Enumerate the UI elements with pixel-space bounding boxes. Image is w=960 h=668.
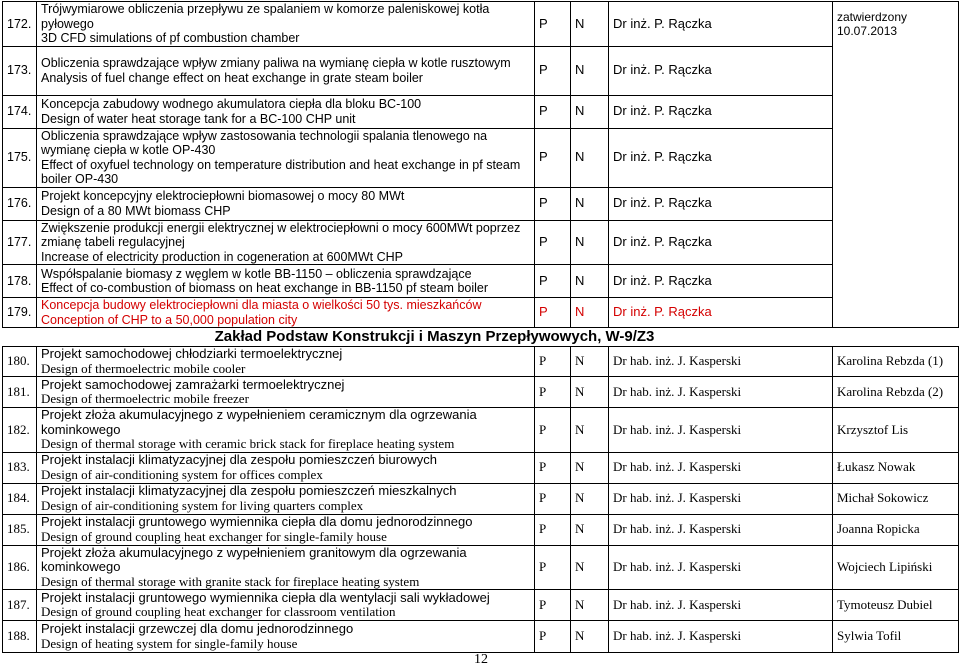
table-row xyxy=(3,514,959,545)
table-row xyxy=(3,46,959,95)
table-row xyxy=(3,545,959,590)
study-mode: N xyxy=(571,483,609,514)
approval-stamp xyxy=(833,2,959,328)
student-name: Michał Sokowicz xyxy=(833,483,959,514)
topic-title-cell xyxy=(37,298,535,328)
topic-title-polish: Projekt złoża akumulacyjnego z wypełnieniem ceramicznym dla ogrzewania kominkowego xyxy=(41,407,477,437)
supervisor-name: Dr inż. P. Rączka xyxy=(609,2,833,47)
topic-title-polish: Projekt złoża akumulacyjnego z wypełnieniem granitowym dla ogrzewania kominkowego xyxy=(41,545,467,574)
topic-title-cell xyxy=(37,545,535,590)
study-mode: N xyxy=(571,621,609,653)
topic-title-english: Design of air-conditioning system for living quarters complex xyxy=(41,497,364,513)
table-row xyxy=(3,187,959,220)
topic-number: 177. xyxy=(3,220,37,265)
topic-type: P xyxy=(535,95,571,128)
topic-title-english: Design of ground coupling heat exchanger for single-family house xyxy=(41,528,387,544)
table-row xyxy=(3,265,959,298)
topic-title-polish: Koncepcja zabudowy wodnego akumulatora ciepła dla bloku BC-100 xyxy=(41,97,422,111)
topic-number: 179. xyxy=(3,298,37,328)
table-row xyxy=(3,483,959,514)
study-mode: N xyxy=(571,408,609,453)
topic-number: 182. xyxy=(3,408,37,453)
student-name: Łukasz Nowak xyxy=(833,452,959,483)
study-mode: N xyxy=(571,514,609,545)
approval-label: zatwierdzony xyxy=(837,10,908,24)
topic-type: P xyxy=(535,545,571,590)
thesis-topics-table xyxy=(2,1,959,653)
section-header: Zakład Podstaw Konstrukcji i Maszyn Przepływowych, W-9/Z3 xyxy=(37,328,833,347)
topic-title-english: Increase of electricity production in cogeneration at 600MWt CHP xyxy=(41,249,403,264)
table-body-bottom xyxy=(3,347,959,653)
table-row xyxy=(3,298,959,328)
topic-type: P xyxy=(535,46,571,95)
study-mode: N xyxy=(571,95,609,128)
topic-title-english: Design of heating system for single-family house xyxy=(41,635,298,651)
study-mode: N xyxy=(571,265,609,298)
topic-title-english: Effect of oxyfuel technology on temperature distribution and heat exchange in pf steam boiler OP-430 xyxy=(41,157,521,186)
topic-title-english: Effect of co-combustion of biomass on heat exchange in BB-1150 pf steam boiler xyxy=(41,281,489,295)
table-row xyxy=(3,95,959,128)
topic-title-cell xyxy=(37,621,535,653)
supervisor-name: Dr hab. inż. J. Kasperski xyxy=(609,347,833,377)
supervisor-name: Dr hab. inż. J. Kasperski xyxy=(609,377,833,408)
supervisor-name: Dr hab. inż. J. Kasperski xyxy=(609,483,833,514)
student-name: Sylwia Tofil xyxy=(833,621,959,653)
topic-number: 186. xyxy=(3,545,37,590)
study-mode: N xyxy=(571,590,609,621)
topic-type: P xyxy=(535,2,571,47)
supervisor-name: Dr inż. P. Rączka xyxy=(609,46,833,95)
page-number: 12 xyxy=(474,652,488,667)
topic-title-english: Analysis of fuel change effect on heat exchange in grate steam boiler xyxy=(41,70,423,85)
topic-number: 178. xyxy=(3,265,37,298)
topic-title-cell xyxy=(37,46,535,95)
topic-number: 184. xyxy=(3,483,37,514)
topic-title-polish: Projekt instalacji grzewczej dla domu jednorodzinnego xyxy=(41,621,354,636)
topic-title-cell xyxy=(37,408,535,453)
table-row xyxy=(3,590,959,621)
student-name: Karolina Rebzda (2) xyxy=(833,377,959,408)
topic-number: 185. xyxy=(3,514,37,545)
topic-type: P xyxy=(535,408,571,453)
student-name: Krzysztof Lis xyxy=(833,408,959,453)
study-mode: N xyxy=(571,347,609,377)
topic-number: 172. xyxy=(3,2,37,47)
topic-title-polish: Projekt instalacji klimatyzacyjnej dla zespołu pomieszczeń biurowych xyxy=(41,452,437,467)
topic-title-polish: Projekt samochodowej zamrażarki termoelektrycznej xyxy=(41,376,345,392)
supervisor-name: Dr hab. inż. J. Kasperski xyxy=(609,514,833,545)
topic-title-cell xyxy=(37,590,535,621)
topic-title-english: Design of thermal storage with ceramic brick stack for fireplace heating system xyxy=(41,436,455,451)
topic-number: 176. xyxy=(3,187,37,220)
topic-title-english: Design of a 80 MWt biomass CHP xyxy=(41,203,231,218)
supervisor-name: Dr inż. P. Rączka xyxy=(609,265,833,298)
section-header-row xyxy=(3,328,959,347)
table-row xyxy=(3,2,959,47)
supervisor-name: Dr inż. P. Rączka xyxy=(609,95,833,128)
topic-type: P xyxy=(535,377,571,408)
approval-date: 10.07.2013 xyxy=(837,24,898,38)
table-body-top xyxy=(3,2,959,328)
topic-title-polish: Projekt samochodowej chłodziarki termoelektrycznej xyxy=(41,346,343,361)
topic-number: 183. xyxy=(3,452,37,483)
topic-number: 173. xyxy=(3,46,37,95)
supervisor-name: Dr inż. P. Rączka xyxy=(609,128,833,187)
section-header-row-group xyxy=(3,328,959,347)
study-mode: N xyxy=(571,220,609,265)
topic-title-cell xyxy=(37,128,535,187)
topic-title-polish: Projekt koncepcyjny elektrociepłowni biomasowej o mocy 80 MWt xyxy=(41,189,405,203)
supervisor-name: Dr hab. inż. J. Kasperski xyxy=(609,408,833,453)
topic-title-polish: Koncepcja budowy elektrociepłowni dla miasta o wielkości 50 tys. mieszkańców xyxy=(41,298,482,312)
topic-type: P xyxy=(535,347,571,377)
topic-title-cell xyxy=(37,265,535,298)
supervisor-name: Dr hab. inż. J. Kasperski xyxy=(609,452,833,483)
study-mode: N xyxy=(571,2,609,47)
student-name: Tymoteusz Dubiel xyxy=(833,590,959,621)
supervisor-name: Dr hab. inż. J. Kasperski xyxy=(609,545,833,590)
study-mode: N xyxy=(571,545,609,590)
topic-title-cell xyxy=(37,95,535,128)
table-row xyxy=(3,452,959,483)
supervisor-name: Dr inż. P. Rączka xyxy=(609,298,833,328)
supervisor-name: Dr hab. inż. J. Kasperski xyxy=(609,621,833,653)
study-mode: N xyxy=(571,452,609,483)
table-row xyxy=(3,128,959,187)
topic-title-polish: Projekt instalacji gruntowego wymiennika ciepła dla domu jednorodzinnego xyxy=(41,514,473,529)
student-name: Karolina Rebzda (1) xyxy=(833,347,959,377)
topic-title-english: Design of thermoelectric mobile freezer xyxy=(41,391,249,406)
supervisor-name: Dr hab. inż. J. Kasperski xyxy=(609,590,833,621)
topic-title-polish: Obliczenia sprawdzające wpływ zmiany paliwa na wymianę ciepła w kotle rusztowym xyxy=(41,56,511,70)
study-mode: N xyxy=(571,298,609,328)
study-mode: N xyxy=(571,46,609,95)
table-row xyxy=(3,377,959,408)
topic-type: P xyxy=(535,220,571,265)
topic-number: 181. xyxy=(3,377,37,408)
study-mode: N xyxy=(571,187,609,220)
topic-number: 175. xyxy=(3,128,37,187)
topic-type: P xyxy=(535,452,571,483)
study-mode: N xyxy=(571,128,609,187)
topic-title-polish: Projekt instalacji klimatyzacyjnej dla zespołu pomieszczeń mieszkalnych xyxy=(41,483,457,498)
topic-type: P xyxy=(535,621,571,653)
topic-title-english: Conception of CHP to a 50,000 population city xyxy=(41,312,298,327)
topic-title-english: 3D CFD simulations of pf combustion chamber xyxy=(41,31,300,45)
topic-title-english: Design of water heat storage tank for a BC-100 CHP unit xyxy=(41,111,356,126)
topic-title-english: Design of air-conditioning system for offices complex xyxy=(41,466,323,482)
topic-number: 174. xyxy=(3,95,37,128)
topic-number: 187. xyxy=(3,590,37,621)
table-row xyxy=(3,220,959,265)
topic-title-polish: Trójwymiarowe obliczenia przepływu ze spalaniem w komorze paleniskowej kotła pyłowego xyxy=(41,2,490,31)
topic-title-cell xyxy=(37,220,535,265)
topic-type: P xyxy=(535,265,571,298)
topic-type: P xyxy=(535,298,571,328)
topic-title-cell xyxy=(37,2,535,47)
student-name: Wojciech Lipiński xyxy=(833,545,959,590)
topic-number: 180. xyxy=(3,347,37,377)
topic-type: P xyxy=(535,187,571,220)
topic-type: P xyxy=(535,128,571,187)
topic-title-cell xyxy=(37,452,535,483)
topic-title-cell xyxy=(37,347,535,377)
table-row xyxy=(3,621,959,653)
topic-title-polish: Projekt instalacji gruntowego wymiennika ciepła dla wentylacji sali wykładowej xyxy=(41,589,490,605)
topic-title-english: Design of ground coupling heat exchanger for classroom ventilation xyxy=(41,604,396,619)
table-row xyxy=(3,408,959,453)
topic-title-polish: Współspalanie biomasy z węglem w kotle BB-1150 – obliczenia sprawdzające xyxy=(41,266,472,281)
topic-title-cell xyxy=(37,483,535,514)
topic-type: P xyxy=(535,590,571,621)
topic-title-cell xyxy=(37,187,535,220)
topic-title-cell xyxy=(37,377,535,408)
student-name: Joanna Ropicka xyxy=(833,514,959,545)
table-row xyxy=(3,347,959,377)
supervisor-name: Dr inż. P. Rączka xyxy=(609,220,833,265)
topic-title-english: Design of thermal storage with granite stack for fireplace heating system xyxy=(41,573,420,589)
topic-title-cell xyxy=(37,514,535,545)
supervisor-name: Dr inż. P. Rączka xyxy=(609,187,833,220)
topic-title-polish: Zwiększenie produkcji energii elektrycznej w elektrociepłowni o mocy 600MWt poprzez zmianę tabeli regulacyjnej xyxy=(41,220,521,249)
topic-type: P xyxy=(535,483,571,514)
study-mode: N xyxy=(571,377,609,408)
topic-number: 188. xyxy=(3,621,37,653)
topic-title-english: Design of thermoelectric mobile cooler xyxy=(41,360,246,376)
topic-type: P xyxy=(535,514,571,545)
topic-title-polish: Obliczenia sprawdzające wpływ zastosowania technologii spalania tlenowego na wymianę ciepła w kotle OP-430 xyxy=(41,128,488,157)
